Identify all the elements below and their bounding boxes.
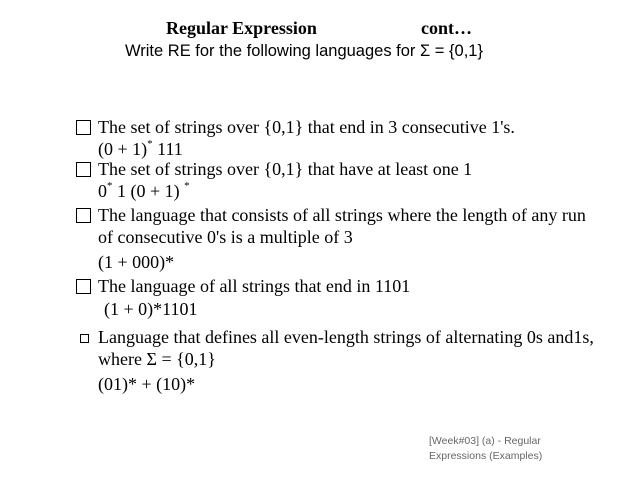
checkbox-bullet-icon [76,162,91,177]
item-2-text: The set of strings over {0,1} that have at least one 1 [98,159,473,179]
item-4-answer: (1 + 0)*1101 [104,299,198,319]
item-3-text-line1: The language that consists of all strings where the length of any run [98,205,586,225]
checkbox-bullet-icon [76,208,91,223]
item-5-text-line2: where Σ = {0,1} [98,349,216,369]
checkbox-bullet-icon [80,334,89,343]
item-4-text: The language of all strings that end in 1101 [98,276,411,296]
item-2-answer: 0* 1 (0 + 1) * [98,180,190,201]
item-3-answer: (1 + 000)* [98,252,175,272]
item-5-text-line1: Language that defines all even-length strings of alternating 0s and1s, [98,327,594,347]
item-5-answer: (01)* + (10)* [98,374,196,394]
slide-title: Regular Expression [166,18,317,38]
footer-line-2: Expressions (Examples) [429,450,543,462]
footer-line-1: [Week#03] (a) - Regular [429,435,541,447]
checkbox-bullet-icon [76,120,91,135]
slide-title-cont: cont… [421,18,472,38]
slide-subtitle: Write RE for the following languages for Σ = {0,1} [125,42,483,60]
item-1-answer: (0 + 1)* 111 [98,138,183,159]
item-3-text-line2: of consecutive 0's is a multiple of 3 [98,227,353,247]
checkbox-bullet-icon [76,279,91,294]
item-1-text: The set of strings over {0,1} that end in 3 consecutive 1's. [98,117,515,137]
